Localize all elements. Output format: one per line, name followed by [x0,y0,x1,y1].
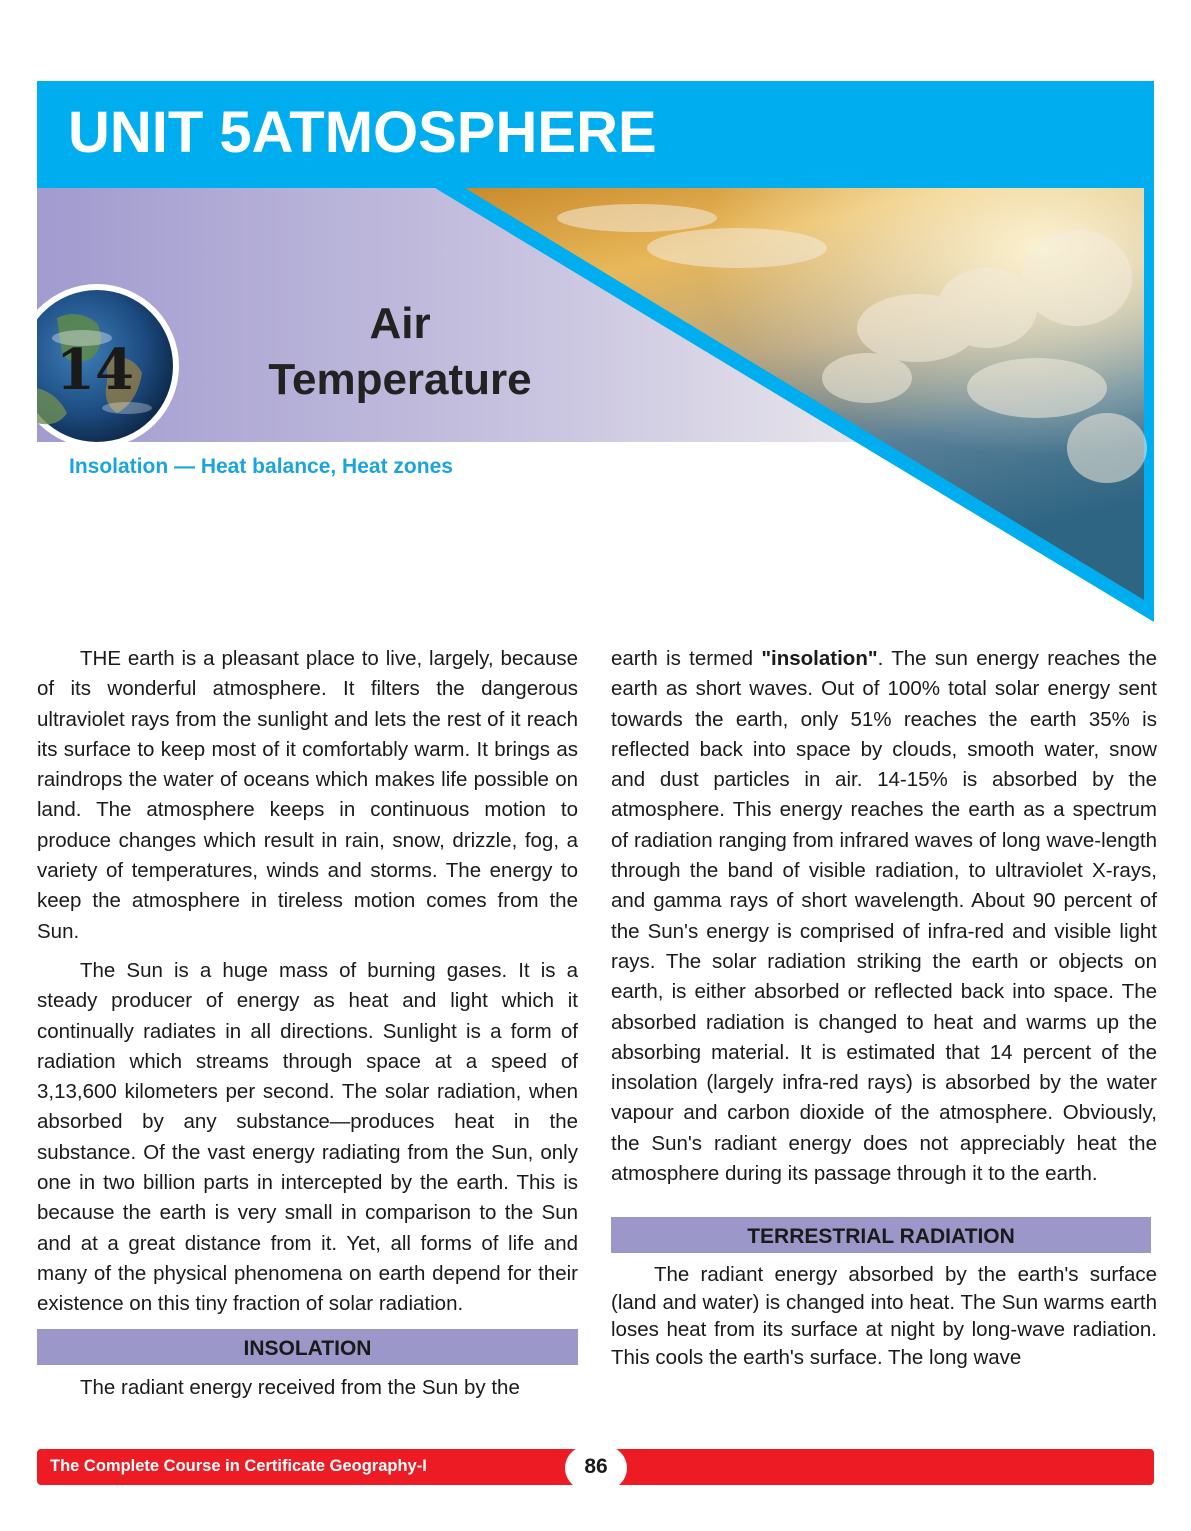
section-heading-terrestrial: TERRESTRIAL RADIATION [611,1217,1151,1253]
paragraph-terrestrial: The radiant energy absorbed by the earth's surface (land and water) is changed into heat. The Sun warms earth loses heat from its surface at night by long-wave radiation. This cools the earth's surface. The long wave [611,1263,1157,1369]
chapter-title [240,296,560,408]
paragraph-insolation-start: The radiant energy received from the Sun by the [80,1375,520,1399]
insolation-text-rest: . The sun energy reaches the earth as short waves. Out of 100% total solar energy sent towards the earth, only 51% reaches the earth 35% is reflected back into space by clouds, smooth water, snow and dust particles in air. 14-15% is absorbed by the atmosphere. This energy reaches the earth as a spectrum of radiation ranging from infrared waves of long wave-length through the band of visible radiation, to ultraviolet X-rays, and gamma rays of short wavelength. About 90 percent of the Sun's energy is comprised of infra-red and visible light rays. The solar radiation striking the earth or objects on earth, is either absorbed or reflected back into space. The absorbed radiation is changed to heat and warms up the absorbing material. It is estimated that 14 percent of the insolation (largely infra-red rays) is absorbed by the water vapour and carbon dioxide of the atmosphere. Obviously, the Sun's radiant energy does not appreciably heat the atmosphere during its passage through it to the earth. [611,647,1157,1186]
chapter-title-line1: Air [369,299,431,348]
chapter-number: 14 [56,337,134,403]
right-column [611,644,1157,1380]
page-number: 86 [584,1455,608,1478]
paragraph-insolation-cont [611,644,1157,1189]
paragraph-sun: The Sun is a huge mass of burning gases. It is a steady producer of energy as heat and light which it continually radiates in all directions. Sunlight is a form of radiation which streams through space at a speed of 3,13,600 kilometers per second. The solar radiation, when absorbed by any substance—produces heat in the substance. Of the vast energy radiating from the Sun, only one in two billion parts in intercepted by the earth. This is because the earth is very small in comparison to the Sun and at a great distance from it. Yet, all forms of life and many of the physical phenomena on earth depend for their existence on this tiny fraction of solar radiation. [37,958,578,1316]
insolation-text-start: earth is termed [611,647,762,670]
unit-title: UNIT 5ATMOSPHERE [68,100,657,165]
chapter-title-line2: Temperature [268,355,532,404]
paragraph-intro: THE earth is a pleasant place to live, largely, because of its wonderful atmosphere. It filters the dangerous ultraviolet rays from the sunlight and lets the rest of it reach its surface to keep most of it comfortably warm. It brings as raindrops the water of oceans which makes life possible on land. The atmosphere keeps in continuous motion to produce changes which result in rain, snow, drizzle, fog, a variety of temperatures, winds and storms. The energy to keep the atmosphere in tireless motion comes from the Sun. [37,647,578,943]
insolation-term: "insolation" [761,647,878,670]
left-column [37,644,578,1412]
section-heading-insolation: INSOLATION [37,1329,578,1365]
chapter-subtitle: Insolation — Heat balance, Heat zones [69,455,453,478]
footer-book-title: The Complete Course in Certificate Geography-I [50,1457,427,1475]
chapter-header-art [37,188,1154,622]
